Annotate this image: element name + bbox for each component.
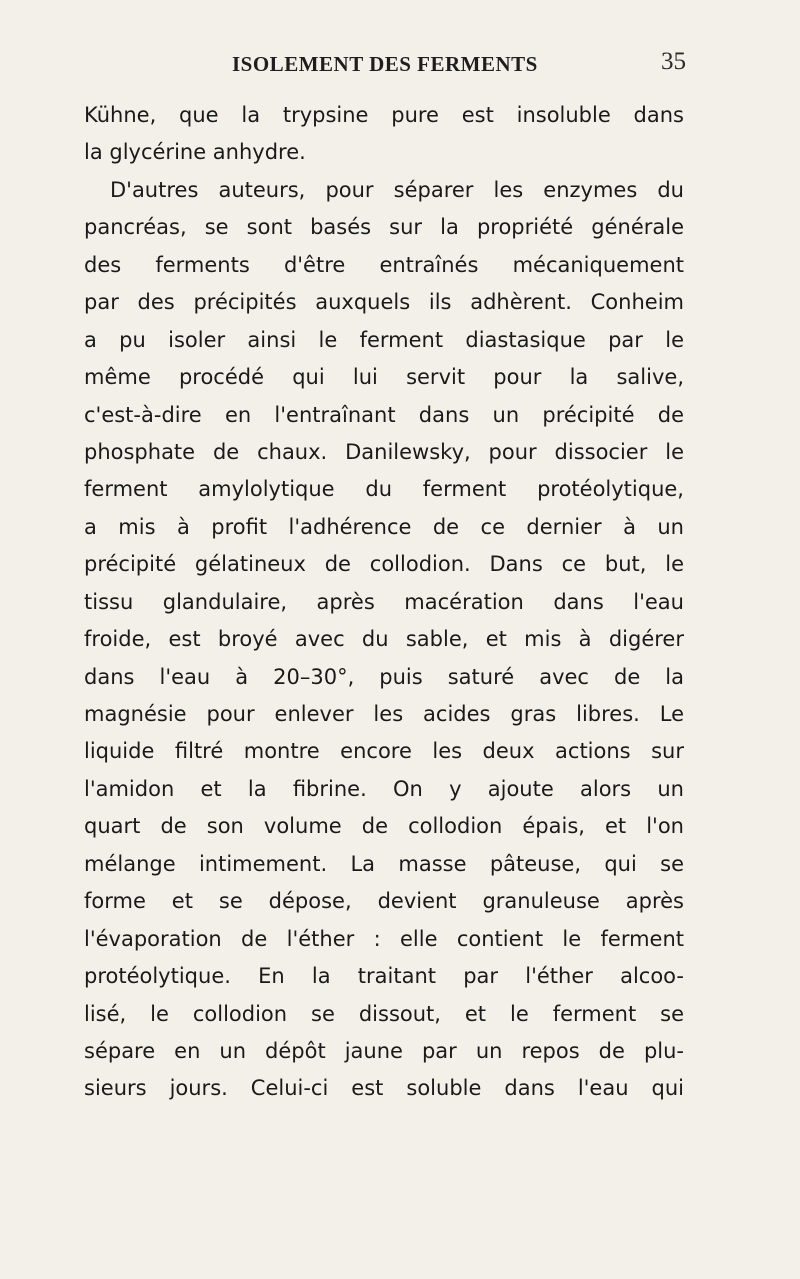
text-line: protéolytique. En la traitant par l'éther alcoo- — [84, 964, 684, 989]
text-line: des ferments d'être entraînés mécaniquement — [84, 252, 684, 277]
running-head-title: ISOLEMENT DES FERMENTS — [232, 52, 538, 76]
text-line: pancréas, se sont basés sur la propriété générale — [84, 215, 684, 240]
text-line: mélange intimement. La masse pâteuse, qui se — [84, 851, 684, 876]
text-line: sieurs jours. Celui-ci est soluble dans l'eau qui — [84, 1076, 684, 1101]
text-line: Kühne, que la trypsine pure est insoluble dans — [84, 103, 684, 127]
text-line: précipité gélatineux de collodion. Dans ce but, le — [84, 552, 684, 577]
text-line: a mis à profit l'adhérence de ce dernier à un — [84, 514, 684, 539]
body-text — [84, 97, 684, 1108]
text-line: la glycérine anhydre. — [84, 140, 306, 165]
text-line: tissu glandulaire, après macération dans l'eau — [84, 589, 684, 614]
text-line: phosphate de chaux. Danilewsky, pour dissocier le — [84, 439, 684, 464]
text-line: sépare en un dépôt jaune par un repos de plu- — [84, 1038, 684, 1063]
text-line: ferment amylolytique du ferment protéolytique, — [84, 477, 684, 502]
text-line: liquide filtré montre encore les deux actions sur — [84, 739, 684, 764]
running-head — [0, 48, 800, 82]
text-line: même procédé qui lui servit pour la salive, — [84, 365, 684, 390]
text-line: a pu isoler ainsi le ferment diastasique par le — [84, 327, 684, 352]
text-line: forme et se dépose, devient granuleuse après — [84, 889, 684, 914]
text-line: lisé, le collodion se dissout, et le ferment se — [84, 1001, 684, 1026]
text-line: l'évaporation de l'éther : elle contient le ferment — [84, 926, 684, 951]
text-line: par des précipités auxquels ils adhèrent. Conheim — [84, 290, 684, 315]
page-number: 35 — [661, 48, 686, 75]
text-line: l'amidon et la fibrine. On y ajoute alors un — [84, 776, 684, 801]
text-line: D'autres auteurs, pour séparer les enzymes du — [110, 177, 684, 202]
text-line: quart de son volume de collodion épais, et l'on — [84, 814, 684, 839]
text-line: c'est-à-dire en l'entraînant dans un précipité de — [84, 402, 684, 427]
text-line: froide, est broyé avec du sable, et mis à digérer — [84, 627, 684, 652]
text-line: dans l'eau à 20–30°, puis saturé avec de la — [84, 664, 684, 689]
text-line: magnésie pour enlever les acides gras libres. Le — [84, 702, 684, 726]
